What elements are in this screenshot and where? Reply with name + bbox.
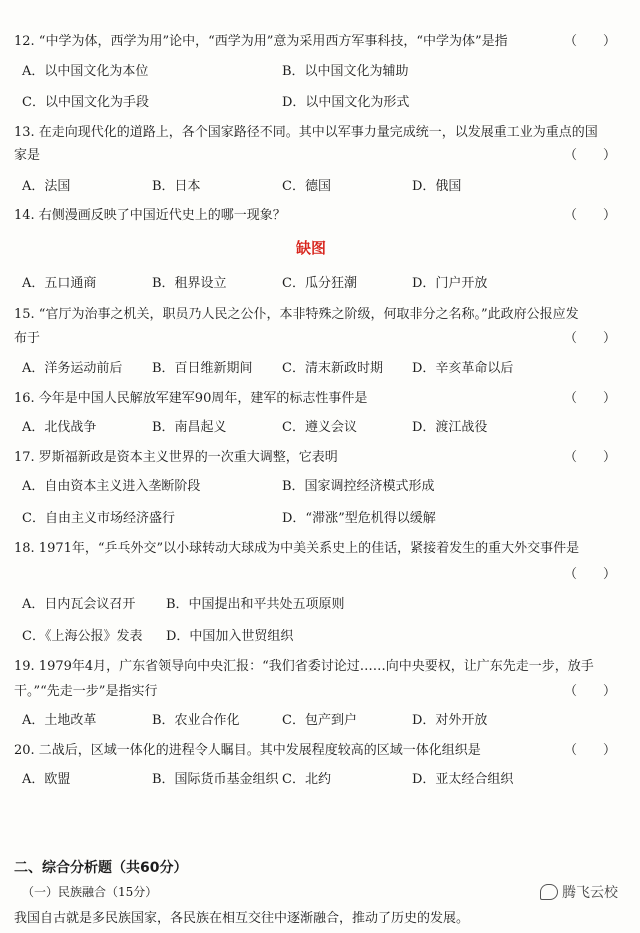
q20-option-b: B．国际货币基金组织 bbox=[152, 772, 279, 787]
q18-option-b: B．中国提出和平共处五项原则 bbox=[166, 597, 345, 612]
q20-option-c: C．北约 bbox=[282, 772, 331, 787]
q16-option-c: C．遵义会议 bbox=[282, 420, 357, 435]
q13-option-c: C．德国 bbox=[282, 179, 331, 194]
q15-option-c: C．清末新政时期 bbox=[282, 361, 383, 376]
q17-option-d: D．“滞涨”型危机得以缓解 bbox=[282, 511, 436, 526]
q14-option-b: B．租界设立 bbox=[152, 276, 227, 291]
watermark bbox=[540, 882, 618, 902]
q17-option-c: C．自由主义市场经济盛行 bbox=[22, 511, 175, 526]
q12-option-c: C．以中国文化为手段 bbox=[22, 95, 149, 110]
q14-option-d: D．门户开放 bbox=[412, 276, 488, 291]
q13-option-b: B．日本 bbox=[152, 179, 201, 194]
q15-option-a: A．洋务运动前后 bbox=[22, 361, 123, 376]
exam-page: 12. “中学为体，西学为用”论中，“西学为用”意为采用西方军事科技，“中学为体”是指 （ ） A．以中国文化为本位 B．以中国文化为辅助 C．以中国文化为手段 D．以中国文化为形式 13. 在走向现代化的道路上，各个国家路径不同。其中以军事力量完成统一，以发展重工业为重点的国 家是 （ ） A．法国 B．日本 C．德国 D．俄国 14. 右侧漫画反映了中国近代史上的哪一现象？ （ ） 缺图 A．五口通商 B．租界设立 C．瓜分狂潮 D．门户开放 15. “官厅为治事之机关，职员乃人民之公仆，本非特殊之阶级，何取非分之名称。”此政府公报应发 布于 （ ） A．洋务运动前后 B．百日维新期间 C．清末新政时期 D．辛亥革命以后 16. 今年是中国人民解放军建军90周年，建军的标志性事件是 （ ） A．北伐战争 B．南昌起义 C．遵义会议 D．渡江战役 17. 罗斯福新政是资本主义世界的一次重大调整，它表明 （ ） A．自由资本主义进入垄断阶段 B．国家调控经济模式形成 C．自由主义市场经济盛行 D．“滞涨”型危机得以缓解 18. 1971年，“乒乓外交”以小球转动大球成为中美关系史上的佳话，紧接着发生的重大外交事件是 （ ） A．日内瓦会议召开 B．中国提出和平共处五项原则 C．《上海公报》发表 D．中国加入世贸组织 19. 1979年4月，广东省领导向中央汇报：“我们省委讨论过……向中央要权，让广东先走一步，放手 干。”“先走一步”是指实行 （ ） A．土地改革 B．农业合作化 C．包产到户 D．对外开放 20. 二战后，区域一体化的进程令人瞩目。其中发展程度较高的区域一体化组织是 （ ） A．欧盟 B．国际货币基金组织 C．北约 D．亚太经合组织 二、综合分析题（共60分） （一）民族融合（15分） 我国自古就是多民族国家，各民族在相互交往中逐渐融合，推动了历史的发展。 腾飞云校 bbox=[14, 34, 618, 926]
q16-option-a: A．北伐战争 bbox=[22, 420, 97, 435]
q12-option-b: B．以中国文化为辅助 bbox=[282, 64, 409, 79]
q20-option-d: D．亚太经合组织 bbox=[412, 772, 514, 787]
q18-option-c: C．《上海公报》发表 bbox=[22, 629, 143, 644]
q16-option-d: D．渡江战役 bbox=[412, 420, 488, 435]
q17-option-b: B．国家调控经济模式形成 bbox=[282, 479, 435, 494]
q12-option-d: D．以中国文化为形式 bbox=[282, 95, 410, 110]
q18-option-a: A．日内瓦会议召开 bbox=[22, 597, 136, 612]
q15-option-d: D．辛亥革命以后 bbox=[412, 361, 514, 376]
q20-option-a: A．欧盟 bbox=[22, 772, 71, 787]
q15-option-b: B．百日维新期间 bbox=[152, 361, 253, 376]
missing-image-label: 缺图 bbox=[296, 239, 327, 257]
q18-option-d: D．中国加入世贸组织 bbox=[166, 629, 294, 644]
q13-option-a: A．法国 bbox=[22, 179, 71, 194]
chat-bubble-icon bbox=[540, 884, 558, 900]
section-subtitle: （一）民族融合（15分） bbox=[22, 885, 158, 899]
q19-option-b: B．农业合作化 bbox=[152, 713, 240, 728]
q13-option-d: D．俄国 bbox=[412, 179, 462, 194]
q19-option-d: D．对外开放 bbox=[412, 713, 488, 728]
q16-option-b: B．南昌起义 bbox=[152, 420, 227, 435]
q17-option-a: A．自由资本主义进入垄断阶段 bbox=[22, 479, 201, 494]
q14-option-a: A．五口通商 bbox=[22, 276, 97, 291]
q19-option-c: C．包产到户 bbox=[282, 713, 357, 728]
section-title: 二、综合分析题（共60分） bbox=[14, 860, 188, 876]
q12-option-a: A．以中国文化为本位 bbox=[22, 64, 149, 79]
q14-option-c: C．瓜分狂潮 bbox=[282, 276, 357, 291]
watermark-label: 腾飞云校 bbox=[562, 885, 618, 901]
section-intro: 我国自古就是多民族国家，各民族在相互交往中逐渐融合，推动了历史的发展。 bbox=[14, 911, 470, 926]
q19-option-a: A．土地改革 bbox=[22, 713, 97, 728]
